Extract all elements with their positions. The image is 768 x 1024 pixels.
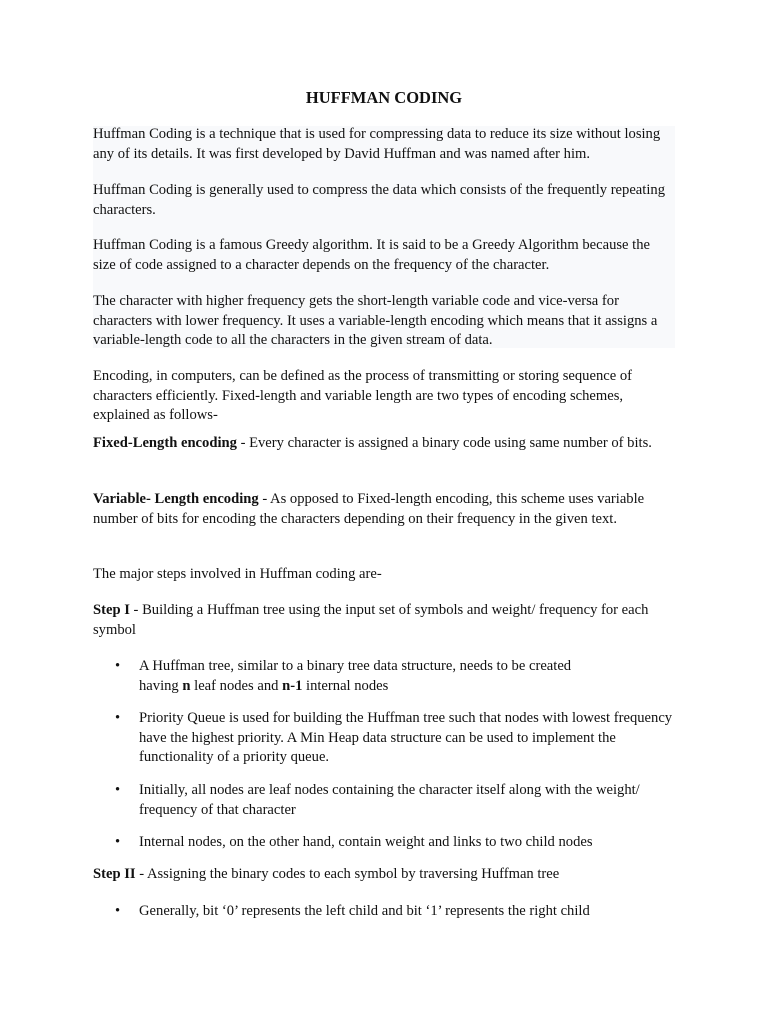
- variable-length-term: Variable- Length encoding: [93, 491, 259, 507]
- step-1-separator: -: [129, 602, 143, 618]
- step-2-bullet-list: [93, 902, 675, 922]
- step-1-bullet-list-4: [93, 833, 675, 853]
- intro-paragraph-3: Huffman Coding is a famous Greedy algorithm. It is said to be a Greedy Algorithm because the size of code assigned to a character depends on the frequency of the character.: [93, 237, 650, 273]
- step-1-paragraph: [93, 601, 675, 640]
- encoding-paragraph: Encoding, in computers, can be defined as the process of transmitting or storing sequence of characters efficiently. Fixed-length and variable length are two types of encoding schemes, explained as follows-: [93, 368, 633, 423]
- step-1-bullet-list-1: [93, 657, 675, 696]
- step-1-bullet-list-3: [93, 781, 675, 820]
- intro-paragraph-1: Huffman Coding is a technique that is used for compressing data to reduce its size without losing any of its details. It was first developed by David Huffman and was named after him.: [93, 126, 661, 162]
- fixed-length-term: Fixed-Length encoding: [93, 435, 237, 451]
- step-1-bullet-list-2: [93, 709, 675, 768]
- step-2-paragraph: [93, 865, 675, 885]
- fixed-length-separator: -: [236, 435, 250, 451]
- step-2-label: Step II: [93, 866, 136, 882]
- variable-length-paragraph: [93, 490, 675, 529]
- list-item: • Initially, all nodes are leaf nodes containing the character itself along with the weight/ frequency of that character: [93, 781, 675, 820]
- list-item: • A Huffman tree, similar to a binary tree data structure, needs to be created having n leaf nodes and n-1 internal nodes: [93, 657, 675, 696]
- step-1-text: Building a Huffman tree using the input set of symbols and weight/ frequency for each symbol: [93, 602, 649, 638]
- list-item: • Generally, bit ‘0’ represents the left child and bit ‘1’ represents the right child: [93, 902, 675, 922]
- step-2-text: Assigning the binary codes to each symbol by traversing Huffman tree: [146, 866, 560, 882]
- intro-paragraph-4: The character with higher frequency gets the short-length variable code and vice-versa for characters with lower frequency. It uses a variable-length encoding which means that it assigns a variable-length code to all the characters in the given stream of data.: [93, 293, 658, 348]
- document-title: HUFFMAN CODING: [305, 88, 463, 107]
- fixed-length-text: Every character is assigned a binary code using same number of bits.: [249, 435, 652, 451]
- variable-length-text: As opposed to Fixed-length encoding, this scheme uses variable number of bits for encoding the characters depending on their frequency in the given text.: [93, 491, 645, 527]
- variable-length-separator: -: [258, 491, 271, 507]
- step-1-label: Step I: [93, 602, 130, 618]
- step-2-separator: -: [135, 866, 147, 882]
- fixed-length-paragraph: [93, 434, 675, 454]
- list-item: • Internal nodes, on the other hand, contain weight and links to two child nodes: [93, 833, 675, 853]
- intro-paragraph-2: Huffman Coding is generally used to compress the data which consists of the frequently repeating characters.: [93, 182, 665, 218]
- list-item: • Priority Queue is used for building the Huffman tree such that nodes with lowest frequency have the highest priority. A Min Heap data structure can be used to implement the functionality of a priority queue.: [93, 709, 675, 768]
- steps-intro: The major steps involved in Huffman coding are-: [93, 566, 382, 582]
